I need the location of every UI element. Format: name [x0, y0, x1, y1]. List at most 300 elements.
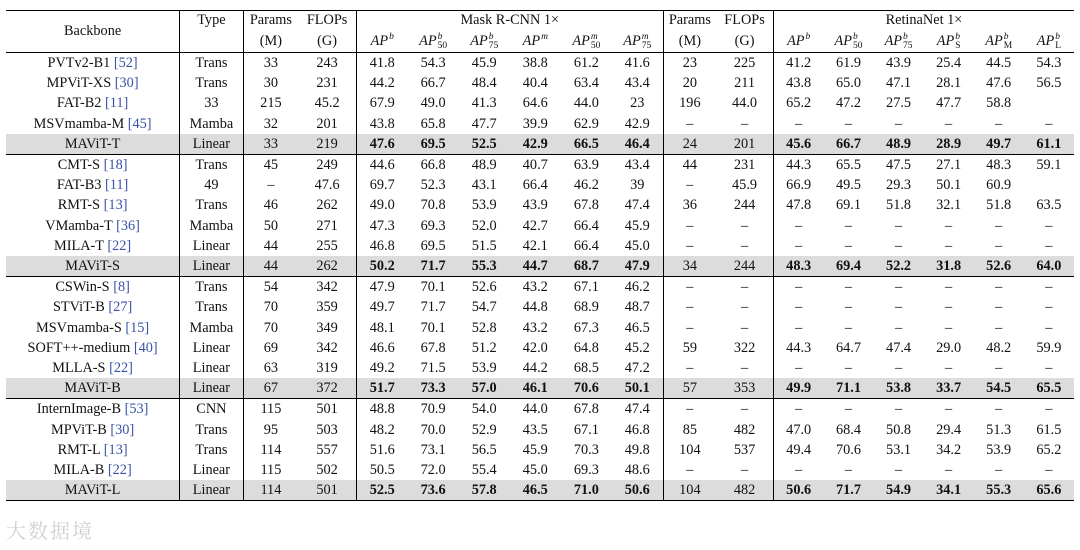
retina-flops-cell: 244	[716, 256, 773, 277]
mask-ap-cell: 49.8	[624, 441, 650, 458]
retina-ap-cell: 41.2	[773, 53, 823, 74]
retina-params-cell: –	[663, 114, 716, 134]
retina-ap-cell: –	[844, 217, 853, 234]
mask-ap-cell: 72.0	[420, 462, 446, 479]
table-group	[6, 399, 1074, 501]
type-cell: Mamba	[180, 114, 243, 134]
retina-ap-cell: 45.6	[773, 134, 823, 155]
retina-ap-cell: –	[945, 299, 953, 316]
type-cell: Trans	[180, 440, 243, 460]
table-row	[6, 297, 1074, 317]
type-cell: Trans	[180, 420, 243, 440]
retina-ap-cell: –	[995, 401, 1003, 418]
mask-ap-cell: 42.7	[522, 217, 548, 234]
retina-ap-cell: 52.6	[974, 256, 1024, 277]
mask-ap-cell: 50.6	[612, 480, 663, 501]
mask-ap-cell: 52.5	[459, 134, 510, 155]
flops-cell: 262	[316, 197, 338, 214]
table-row-ours	[6, 256, 1074, 277]
table-row	[6, 460, 1074, 480]
type-cell: Linear	[180, 460, 243, 480]
mask-ap-cell: 45.9	[471, 55, 497, 71]
table-row	[6, 236, 1074, 256]
backbone-label: MILA-T	[54, 237, 104, 254]
mask-ap-cell: 73.1	[420, 441, 446, 458]
mask-ap-cell: 43.4	[624, 157, 650, 174]
type-cell: Trans	[180, 53, 243, 74]
backbone-label: MILA-B	[53, 462, 105, 479]
backbone-name	[6, 460, 180, 480]
citation-link[interactable]: [13]	[103, 197, 128, 214]
mask-ap-cell: 45.0	[624, 237, 650, 254]
mask-ap-cell: 69.7	[356, 175, 407, 195]
header-mask-metric: AP m	[522, 31, 548, 49]
type-cell: Trans	[180, 155, 243, 176]
type-cell: Trans	[180, 73, 243, 93]
retina-ap-cell: –	[894, 237, 903, 254]
retina-ap-cell: 47.1	[886, 75, 912, 92]
flops-cell: 271	[316, 217, 338, 234]
retina-flops-cell: 244	[733, 197, 756, 214]
header-retina-metric: AP b M	[985, 31, 1013, 51]
mask-ap-cell: 47.9	[356, 277, 407, 298]
citation-link[interactable]: [53]	[124, 401, 149, 418]
retina-ap-cell: –	[844, 279, 853, 296]
mask-ap-cell: 68.7	[561, 256, 612, 277]
mask-ap-cell: 64.8	[573, 339, 599, 356]
mask-ap-cell: 56.5	[471, 441, 497, 458]
header-mask-metric: AP b 75	[470, 31, 499, 51]
retina-ap-cell: –	[894, 115, 903, 132]
header-retina-metric: AP b 75	[884, 31, 913, 51]
backbone-label: MSVmamba-M	[33, 115, 125, 132]
retina-ap-cell: –	[773, 236, 823, 256]
header-mask-metric: AP b	[356, 30, 407, 53]
flops-cell: 45.2	[314, 95, 340, 112]
mask-ap-cell: 57.8	[459, 480, 510, 501]
mask-ap-cell: 51.2	[471, 339, 497, 356]
mask-ap-cell: 45.0	[522, 462, 548, 479]
retina-ap-cell: 51.3	[986, 421, 1012, 438]
retina-ap-cell: 63.5	[1036, 197, 1062, 214]
flops-cell: 349	[316, 319, 338, 336]
header-params: Params	[243, 11, 298, 31]
retina-params-cell: –	[663, 216, 716, 236]
flops-cell: 501	[316, 401, 338, 418]
flops-cell: 502	[316, 462, 338, 479]
backbone-name	[6, 114, 180, 134]
retina-ap-cell: –	[773, 358, 823, 378]
retina-ap-cell: –	[773, 114, 823, 134]
mask-ap-cell: 67.9	[356, 93, 407, 113]
citation-link[interactable]: [15]	[125, 319, 150, 336]
retina-ap-cell: –	[945, 319, 953, 336]
retina-params-cell: 85	[663, 420, 716, 440]
retina-ap-cell: –	[995, 462, 1003, 479]
citation-link[interactable]: [8]	[113, 279, 130, 296]
flops-cell: 319	[316, 360, 338, 377]
retina-ap-cell: –	[995, 279, 1003, 296]
retina-ap-cell: 47.4	[886, 339, 912, 356]
type-cell: 33	[180, 93, 243, 113]
retina-ap-cell: 50.6	[773, 480, 823, 501]
mask-ap-cell: 67.1	[573, 421, 599, 438]
retina-params-cell: 20	[663, 73, 716, 93]
retina-ap-cell: 34.2	[936, 441, 962, 458]
retina-ap-cell: 31.8	[924, 256, 974, 277]
retina-ap-cell: –	[1045, 237, 1053, 254]
mask-ap-cell: 46.6	[356, 338, 407, 358]
retina-ap-cell: 49.5	[835, 177, 862, 194]
mask-ap-cell: 49.0	[420, 95, 446, 112]
retina-ap-cell: 54.3	[1036, 55, 1062, 71]
retina-ap-cell: 48.3	[773, 256, 823, 277]
retina-ap-cell: –	[1045, 115, 1053, 132]
retina-ap-cell: 44.5	[986, 55, 1012, 71]
mask-ap-cell: 43.2	[522, 279, 548, 296]
header-retina-metric: AP b	[773, 30, 823, 53]
type-cell: Trans	[180, 277, 243, 298]
citation-link[interactable]: [30]	[110, 421, 135, 438]
retina-ap-cell: 53.1	[886, 441, 912, 458]
mask-ap-cell: 47.7	[471, 115, 497, 132]
backbone-label: MPViT-B	[50, 421, 107, 438]
retina-params-cell: 104	[663, 480, 716, 501]
mask-ap-cell: 48.2	[356, 420, 407, 440]
retina-params-cell: –	[663, 460, 716, 480]
mask-ap-cell: 38.8	[522, 55, 548, 71]
table-group	[6, 277, 1074, 399]
table-row	[6, 155, 1074, 176]
backbone-name	[6, 378, 180, 399]
retina-ap-cell: –	[773, 216, 823, 236]
backbone-name	[6, 93, 180, 113]
mask-ap-cell: 51.7	[356, 378, 407, 399]
mask-ap-cell: 62.9	[573, 115, 599, 132]
retina-params-cell: 104	[663, 440, 716, 460]
params-cell: 54	[243, 277, 298, 298]
retina-params-cell: 44	[663, 155, 716, 176]
mask-ap-cell: 43.9	[522, 197, 548, 214]
citation-link[interactable]: [11]	[105, 95, 129, 112]
mask-ap-cell: 49.0	[356, 195, 407, 215]
citation-link[interactable]: [22]	[109, 360, 133, 377]
retina-params-cell: 34	[663, 256, 716, 277]
citation-link[interactable]: [40]	[133, 339, 158, 356]
header-mask-metric: AP m 75	[623, 31, 652, 51]
mask-ap-cell: 64.6	[522, 95, 548, 112]
type-cell: Trans	[180, 297, 243, 317]
params-cell: 70	[243, 297, 298, 317]
mask-ap-cell: 55.3	[459, 256, 510, 277]
mask-ap-cell: 45.9	[624, 217, 650, 234]
mask-ap-cell: 42.1	[522, 237, 548, 254]
backbone-label: STViT-B	[52, 299, 105, 316]
type-cell: Mamba	[180, 318, 243, 338]
header-mask-rcnn: Mask R-CNN 1×	[356, 11, 663, 31]
params-cell: 32	[243, 114, 298, 134]
retina-ap-cell: 29.0	[936, 339, 962, 356]
backbone-label: CSWin-S	[55, 279, 110, 296]
mask-ap-cell: 44.0	[573, 95, 599, 112]
retina-ap-cell: 47.2	[835, 95, 862, 112]
retina-ap-cell: 51.8	[986, 197, 1012, 214]
backbone-label: FAT-B3	[56, 177, 102, 194]
mask-ap-cell: 69.3	[573, 462, 599, 479]
retina-ap-cell: 28.9	[924, 134, 974, 155]
table-row	[6, 216, 1074, 236]
mask-ap-cell: 73.3	[408, 378, 459, 399]
params-cell: 95	[243, 420, 298, 440]
params-cell: 67	[243, 378, 298, 399]
retina-ap-cell: –	[844, 360, 853, 377]
type-cell: Linear	[180, 338, 243, 358]
retina-params-cell: –	[663, 236, 716, 256]
retina-params-cell: 36	[663, 195, 716, 215]
citation-link[interactable]: [45]	[127, 115, 152, 132]
header-retina-metric: AP b L	[1036, 31, 1061, 51]
mask-ap-cell: 48.6	[624, 462, 650, 479]
retina-ap-cell: –	[1045, 462, 1053, 479]
mask-ap-cell: 46.2	[624, 279, 650, 296]
retina-ap-cell: –	[1045, 299, 1053, 316]
type-cell: Linear	[180, 134, 243, 155]
citation-link[interactable]: [30]	[114, 75, 139, 92]
retina-ap-cell: –	[844, 115, 853, 132]
mask-ap-cell: 46.4	[612, 134, 663, 155]
retina-flops-cell: 537	[733, 441, 756, 458]
citation-link[interactable]: [18]	[103, 157, 128, 174]
retina-flops-cell: –	[740, 360, 749, 377]
retina-ap-cell: 59.1	[1036, 157, 1062, 174]
citation-link[interactable]: [27]	[108, 299, 133, 316]
citation-link[interactable]: [11]	[105, 177, 129, 194]
table-row	[6, 358, 1074, 378]
header-retina-flops-unit: (G)	[734, 33, 755, 49]
backbone-label: MAViT-L	[64, 482, 121, 499]
backbone-name	[6, 155, 180, 176]
mask-ap-cell: 69.5	[408, 134, 459, 155]
mask-ap-cell: 42.9	[510, 134, 561, 155]
retina-flops-cell: 45.9	[732, 177, 758, 194]
backbone-label: VMamba-T	[45, 217, 113, 234]
table-row-ours	[6, 480, 1074, 501]
params-cell: 114	[243, 480, 298, 501]
table-row	[6, 420, 1074, 440]
table-group	[6, 53, 1074, 155]
type-cell: Mamba	[180, 216, 243, 236]
params-cell: 30	[243, 73, 298, 93]
mask-ap-cell: 52.3	[420, 177, 446, 194]
retina-flops-cell: 482	[733, 421, 756, 438]
params-cell: 45	[243, 155, 298, 176]
table-row-ours	[6, 134, 1074, 155]
retina-ap-cell: –	[894, 319, 903, 336]
retina-ap-cell: 64.7	[835, 339, 862, 356]
mask-ap-cell: 66.7	[420, 75, 446, 92]
mask-ap-cell: 47.2	[624, 360, 650, 377]
retina-flops-cell: –	[740, 299, 749, 316]
backbone-name	[6, 73, 180, 93]
table-header	[6, 11, 1074, 53]
params-cell: –	[243, 175, 298, 195]
mask-ap-cell: 40.4	[522, 75, 548, 92]
backbone-name	[6, 216, 180, 236]
flops-cell: 219	[298, 134, 356, 155]
mask-ap-cell: 42.9	[624, 115, 650, 132]
citation-link[interactable]: [22]	[107, 237, 132, 254]
retina-ap-cell: –	[773, 399, 823, 420]
params-cell: 33	[243, 134, 298, 155]
watermark: 大数据境	[6, 519, 94, 543]
retina-params-cell: 196	[663, 93, 716, 113]
retina-ap-cell: –	[844, 401, 853, 418]
flops-cell: 231	[316, 75, 338, 92]
retina-ap-cell: 55.3	[974, 480, 1024, 501]
backbone-name	[6, 480, 180, 501]
params-cell: 50	[243, 216, 298, 236]
mask-ap-cell: 23	[630, 95, 645, 112]
retina-ap-cell: 65.5	[1024, 378, 1074, 399]
citation-link[interactable]: [52]	[113, 55, 138, 71]
retina-params-cell: –	[663, 277, 716, 298]
mask-ap-cell: 44.2	[356, 73, 407, 93]
flops-cell: 262	[298, 256, 356, 277]
mask-ap-cell: 66.8	[420, 157, 446, 174]
citation-link[interactable]: [36]	[116, 217, 140, 234]
mask-ap-cell: 53.9	[471, 360, 497, 377]
flops-cell: 342	[316, 339, 338, 356]
mask-ap-cell: 68.5	[573, 360, 599, 377]
mask-ap-cell: 54.3	[420, 55, 446, 71]
retina-flops-cell: –	[740, 462, 749, 479]
table-row-ours	[6, 378, 1074, 399]
retina-ap-cell: 28.1	[936, 75, 962, 92]
citation-link[interactable]: [22]	[107, 462, 132, 479]
type-cell: Linear	[180, 378, 243, 399]
flops-cell: 255	[316, 237, 338, 254]
backbone-label: RMT-S	[57, 197, 101, 214]
mask-ap-cell: 41.6	[624, 55, 650, 71]
backbone-name	[6, 297, 180, 317]
retina-ap-cell: 48.9	[874, 134, 924, 155]
type-cell: CNN	[180, 399, 243, 420]
mask-ap-cell: 44.8	[522, 299, 548, 316]
mask-ap-cell: 49.7	[356, 297, 407, 317]
retina-ap-cell: 50.8	[886, 421, 912, 438]
header-backbone: Backbone	[64, 23, 122, 39]
retina-ap-cell: 68.4	[835, 421, 862, 438]
backbone-label: CMT-S	[57, 157, 101, 174]
mask-ap-cell: 44.7	[510, 256, 561, 277]
retina-ap-cell: 47.8	[773, 195, 823, 215]
mask-ap-cell: 43.5	[522, 421, 548, 438]
mask-ap-cell: 71.7	[420, 299, 446, 316]
flops-cell: 342	[316, 279, 338, 296]
retina-ap-cell: –	[945, 360, 953, 377]
retina-ap-cell: 61.9	[835, 55, 862, 71]
mask-ap-cell: 41.3	[471, 95, 497, 112]
header-retina-params-unit: (M)	[663, 30, 716, 53]
params-cell: 215	[243, 93, 298, 113]
table-row	[6, 195, 1074, 215]
mask-ap-cell: 46.5	[624, 319, 650, 336]
retina-ap-cell: 65.2	[1036, 441, 1062, 458]
retina-ap-cell: –	[773, 460, 823, 480]
retina-ap-cell: –	[773, 318, 823, 338]
table-group	[6, 155, 1074, 277]
mask-ap-cell: 41.8	[356, 53, 407, 74]
retina-flops-cell: –	[740, 319, 749, 336]
citation-link[interactable]: [13]	[103, 441, 128, 458]
backbone-label: MLLA-S	[52, 360, 106, 377]
retina-flops-cell: 482	[716, 480, 773, 501]
params-cell: 115	[243, 399, 298, 420]
retina-flops-cell: –	[740, 115, 749, 132]
mask-ap-cell: 55.4	[471, 462, 497, 479]
flops-cell: 47.6	[314, 177, 340, 194]
table-row	[6, 399, 1074, 420]
header-retina-metric: AP b S	[936, 31, 961, 51]
retina-ap-cell	[1024, 175, 1074, 195]
header-flops-unit: (G)	[317, 33, 338, 49]
type-cell: Linear	[180, 256, 243, 277]
flops-cell: 249	[316, 157, 338, 174]
header-type-spacer	[180, 30, 243, 53]
params-cell: 114	[243, 440, 298, 460]
mask-ap-cell: 52.6	[471, 279, 497, 296]
flops-cell: 557	[316, 441, 338, 458]
mask-ap-cell: 54.0	[471, 401, 497, 418]
type-cell: Linear	[180, 358, 243, 378]
retina-ap-cell: 27.5	[886, 95, 912, 112]
mask-ap-cell: 48.9	[471, 157, 497, 174]
backbone-label: MSVmamba-S	[36, 319, 122, 336]
retina-ap-cell: 47.5	[886, 157, 912, 174]
header-retina-metric: AP b 50	[834, 31, 863, 51]
retina-ap-cell: 32.1	[936, 197, 962, 214]
params-cell: 115	[243, 460, 298, 480]
backbone-label: MPViT-XS	[46, 75, 112, 92]
params-cell: 44	[243, 236, 298, 256]
retina-params-cell: 57	[663, 378, 716, 399]
backbone-name	[6, 420, 180, 440]
retina-ap-cell: 53.8	[874, 378, 924, 399]
mask-ap-cell: 67.3	[573, 319, 599, 336]
retina-ap-cell: –	[945, 217, 953, 234]
retina-ap-cell: 52.2	[874, 256, 924, 277]
retina-ap-cell: –	[894, 462, 903, 479]
retina-ap-cell: 49.7	[974, 134, 1024, 155]
mask-ap-cell: 70.6	[561, 378, 612, 399]
backbone-label: SOFT++-medium	[27, 339, 131, 356]
table-row	[6, 175, 1074, 195]
header-flops: FLOPs	[306, 12, 348, 28]
retina-ap-cell: 54.9	[874, 480, 924, 501]
backbone-name	[6, 440, 180, 460]
flops-cell: 503	[316, 421, 338, 438]
retina-ap-cell: 34.1	[924, 480, 974, 501]
retina-flops-cell: –	[740, 217, 749, 234]
backbone-label: MAViT-T	[64, 135, 121, 152]
mask-ap-cell: 57.0	[459, 378, 510, 399]
retina-ap-cell: 53.9	[986, 441, 1012, 458]
mask-ap-cell: 65.8	[420, 115, 446, 132]
backbone-label: InternImage-B	[36, 401, 121, 418]
results-table	[6, 10, 1074, 501]
backbone-name	[6, 134, 180, 155]
retina-flops-cell: –	[740, 237, 749, 254]
